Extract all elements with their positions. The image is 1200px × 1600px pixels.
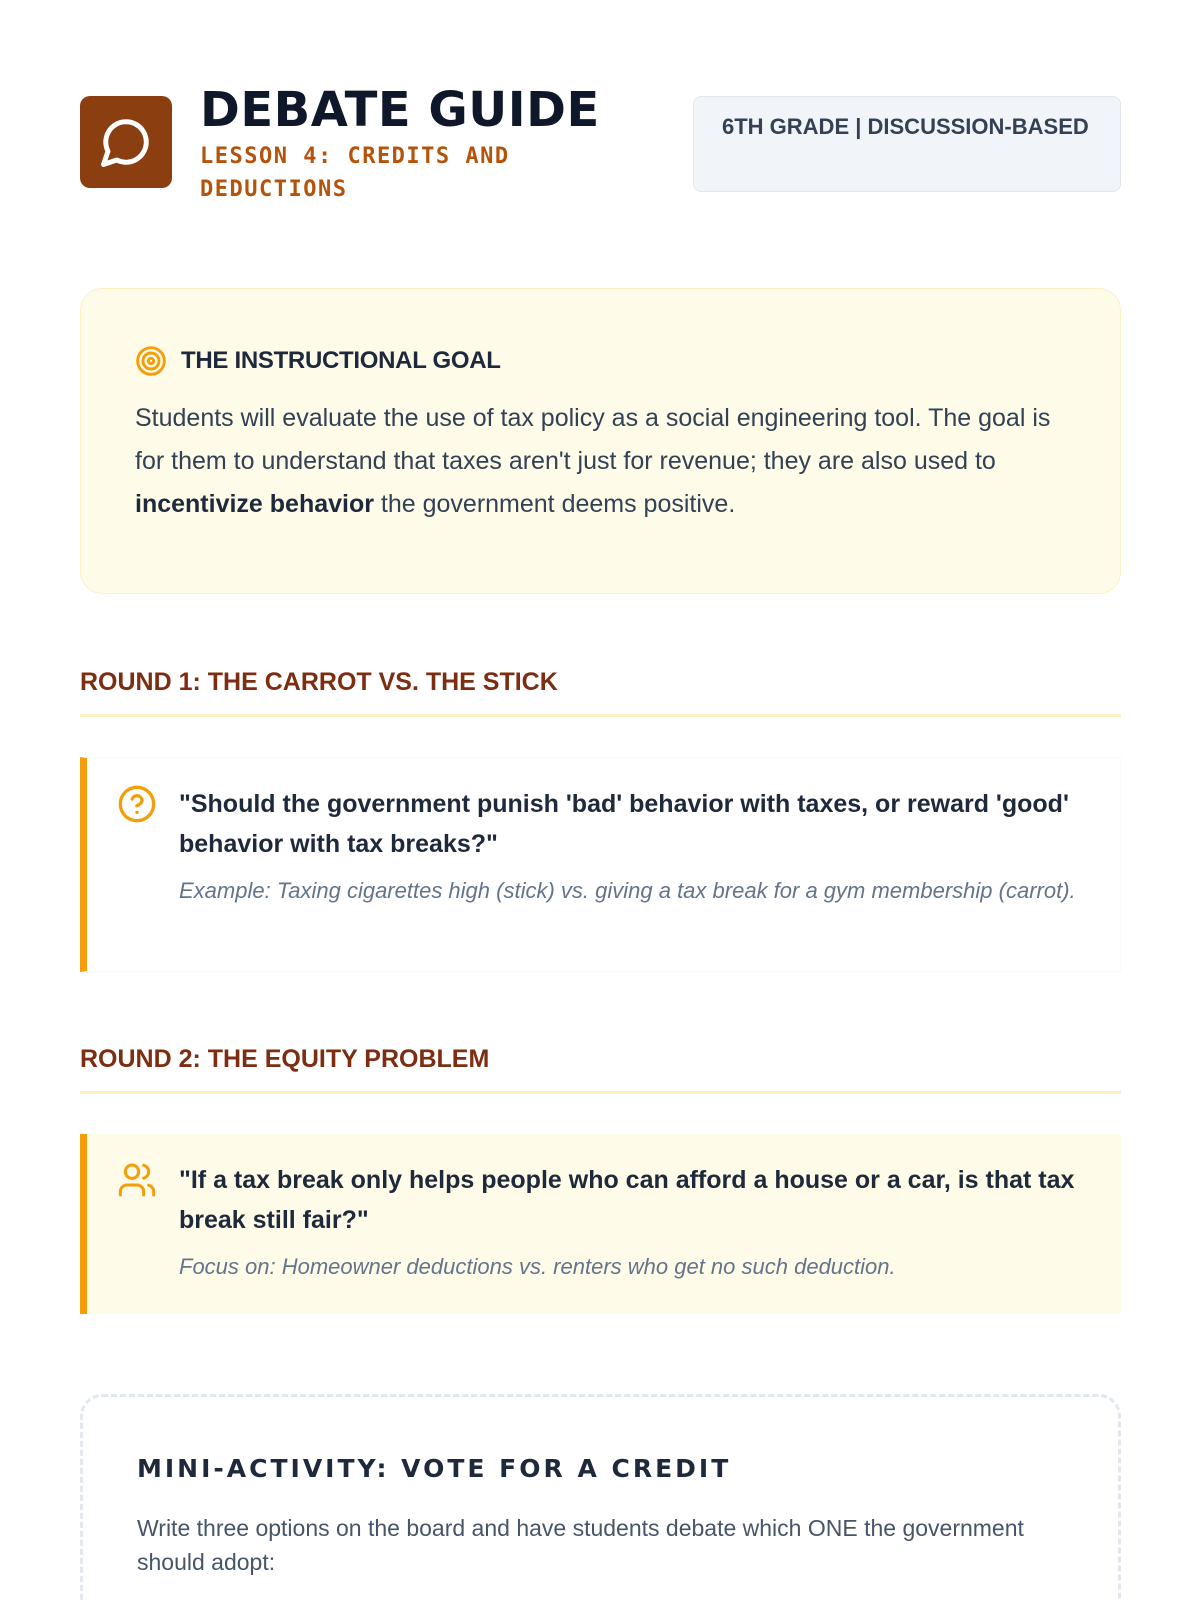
activity-text: Write three options on the board and have students debate which ONE the government should adopt:	[137, 1515, 1024, 1575]
round-2-question: "If a tax break only helps people who can afford a house or a car, is that tax break still fair?"	[179, 1166, 1075, 1234]
mini-activity-card	[80, 1394, 1121, 1600]
logo	[80, 96, 172, 188]
round-1-question: "Should the government punish 'bad' behavior with taxes, or reward 'good' behavior with tax breaks?"	[179, 790, 1069, 858]
lesson-subtitle: LESSON 4: CREDITS AND DEDUCTIONS	[200, 144, 510, 202]
users-icon	[117, 1160, 157, 1200]
goal-text-after: the government deems positive.	[373, 490, 736, 518]
target-icon	[135, 345, 167, 377]
question-circle-icon	[117, 784, 157, 824]
round-2-card	[80, 1134, 1121, 1314]
instructional-goal-card	[80, 288, 1121, 594]
goal-text	[135, 397, 1066, 526]
round-2-note: Focus on: Homeowner deductions vs. renters who get no such deduction.	[179, 1254, 896, 1279]
goal-text-bold: incentivize behavior	[135, 490, 374, 518]
page-title: DEBATE GUIDE	[200, 82, 600, 138]
goal-title: THE INSTRUCTIONAL GOAL	[181, 347, 501, 374]
activity-title: MINI-ACTIVITY: VOTE FOR A CREDIT	[137, 1454, 732, 1483]
round-1-heading: ROUND 1: THE CARROT VS. THE STICK	[80, 666, 1121, 717]
speech-bubble-icon	[99, 115, 153, 169]
round-1-note: Example: Taxing cigarettes high (stick) vs. giving a tax break for a gym membership (carrot).	[179, 878, 1076, 903]
title-block	[200, 82, 620, 206]
goal-header	[135, 345, 1066, 377]
goal-text-before: Students will evaluate the use of tax policy as a social engineering tool. The goal is for them to understand that taxes aren't just for revenue; they are also used to	[135, 404, 1051, 475]
round-1-card	[80, 757, 1121, 972]
grade-badge: 6TH GRADE | DISCUSSION-BASED	[693, 96, 1121, 192]
round-2-heading: ROUND 2: THE EQUITY PROBLEM	[80, 1043, 1121, 1094]
header	[80, 82, 1120, 212]
